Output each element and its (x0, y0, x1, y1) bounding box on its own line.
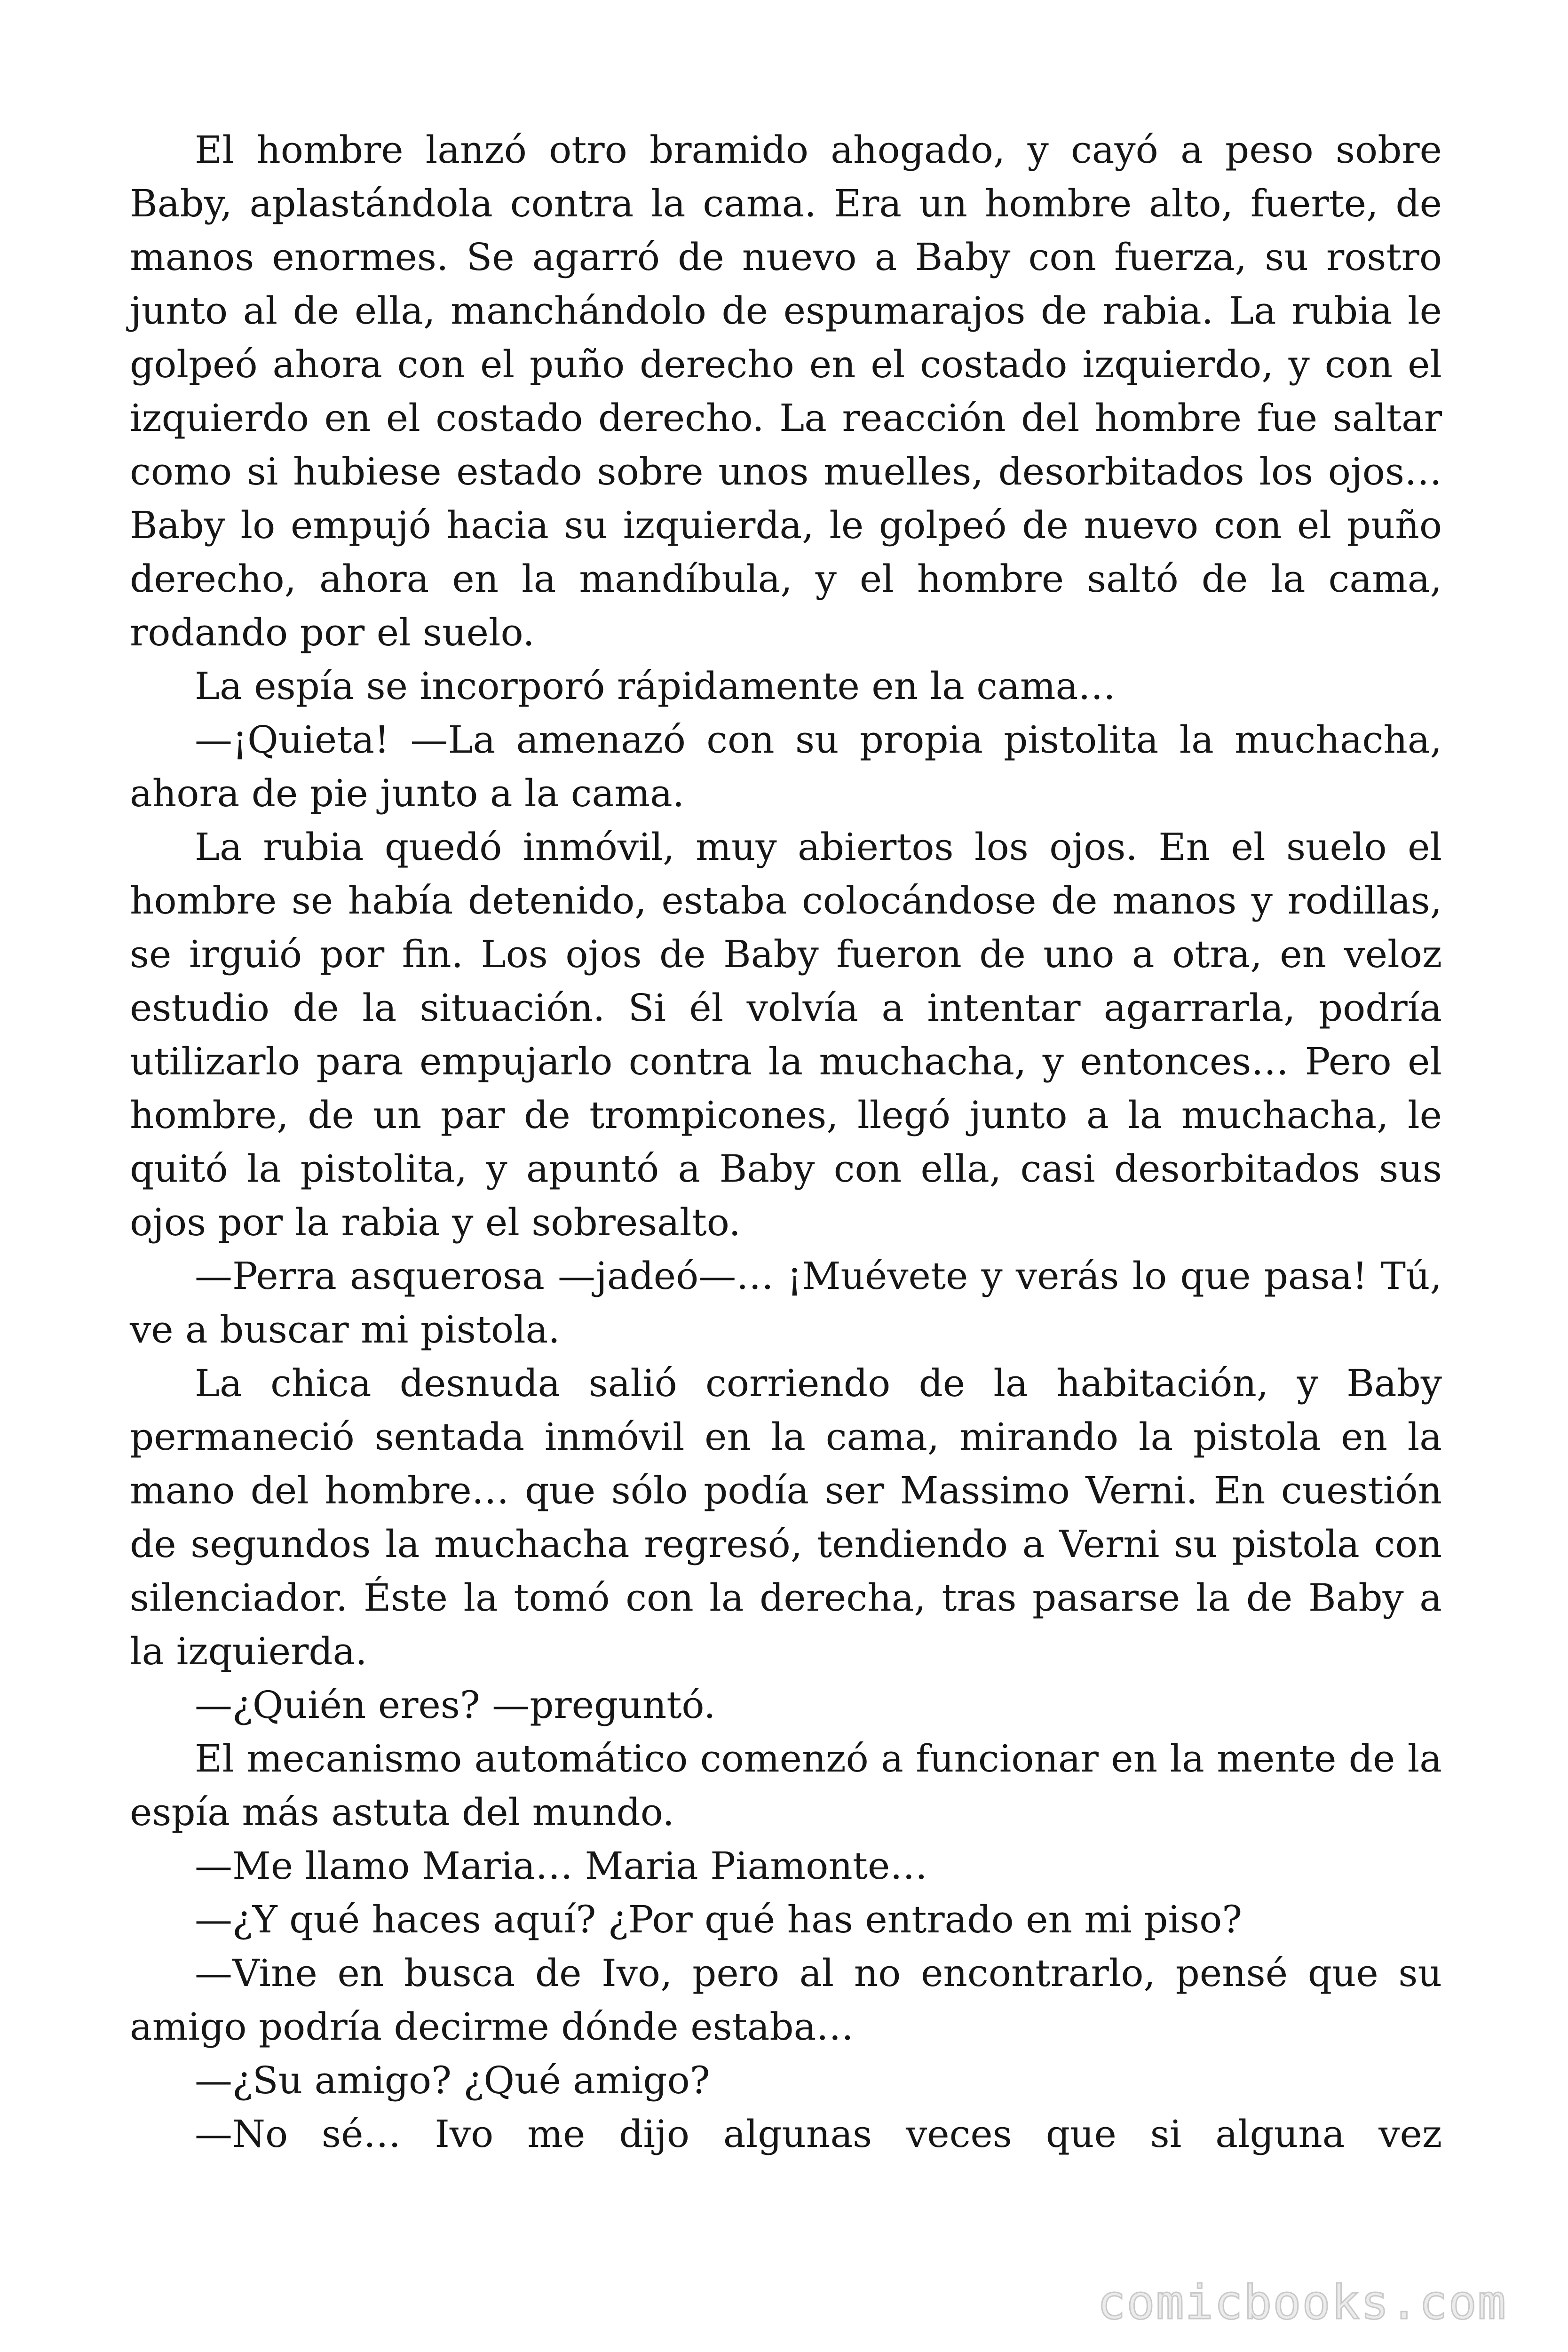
book-page-text (130, 123, 1442, 2161)
paragraph: —Vine en busca de Ivo, pero al no encontrarlo, pensé que su amigo podría decirme dónde estaba… (130, 1951, 1442, 2049)
paragraph: La rubia quedó inmóvil, muy abiertos los ojos. En el suelo el hombre se había detenido, estaba colocándose de manos y rodillas, se irguió por fin. Los ojos de Baby fueron de uno a otra, en veloz estudio de la situación. Si él volvía a intentar agarrarla, podría utilizarlo para empujarlo contra la muchacha, y entonces… Pero el hombre, de un par de trompicones, llegó junto a la muchacha, le quitó la pistolita, y apuntó a Baby con ella, casi desorbitados sus ojos por la rabia y el sobresalto. (130, 825, 1442, 1244)
paragraph: La espía se incorporó rápidamente en la cama… (195, 664, 1116, 708)
paragraph: —¿Su amigo? ¿Qué amigo? (195, 2058, 710, 2102)
paragraph: —Me llamo Maria… Maria Piamonte… (195, 1844, 928, 1888)
paragraph: —Perra asquerosa —jadeó—… ¡Muévete y verás lo que pasa! Tú, ve a buscar mi pistola. (130, 1254, 1442, 1351)
paragraph: —¡Quieta! —La amenazó con su propia pistolita la muchacha, ahora de pie junto a la cama. (130, 718, 1442, 815)
paragraph: El mecanismo automático comenzó a funcionar en la mente de la espía más astuta del mundo. (130, 1737, 1442, 1834)
paragraph: —¿Y qué haces aquí? ¿Por qué has entrado en mi piso? (195, 1898, 1243, 1941)
watermark: comicbooks.com (1097, 2275, 1507, 2330)
paragraph: —¿Quién eres? —preguntó. (195, 1683, 716, 1727)
paragraph-continued: —No sé… Ivo me dijo algunas veces que si alguna vez (195, 2112, 1442, 2156)
paragraph: La chica desnuda salió corriendo de la habitación, y Baby permaneció sentada inmóvil en la cama, mirando la pistola en la mano del hombre… que sólo podía ser Massimo Verni. En cuestión de segundos la muchacha regresó, tendiendo a Verni su pistola con silenciador. Éste la tomó con la derecha, tras pasarse la de Baby a la izquierda. (130, 1361, 1442, 1673)
paragraph: El hombre lanzó otro bramido ahogado, y cayó a peso sobre Baby, aplastándola contra la cama. Era un hombre alto, fuerte, de manos enormes. Se agarró de nuevo a Baby con fuerza, su rostro junto al de ella, manchándolo de espumarajos de rabia. La rubia le golpeó ahora con el puño derecho en el costado izquierdo, y con el izquierdo en el costado derecho. La reacción del hombre fue saltar como si hubiese estado sobre unos muelles, desorbitados los ojos… Baby lo empujó hacia su izquierda, le golpeó de nuevo con el puño derecho, ahora en la mandíbula, y el hombre saltó de la cama, rodando por el suelo. (130, 128, 1442, 654)
